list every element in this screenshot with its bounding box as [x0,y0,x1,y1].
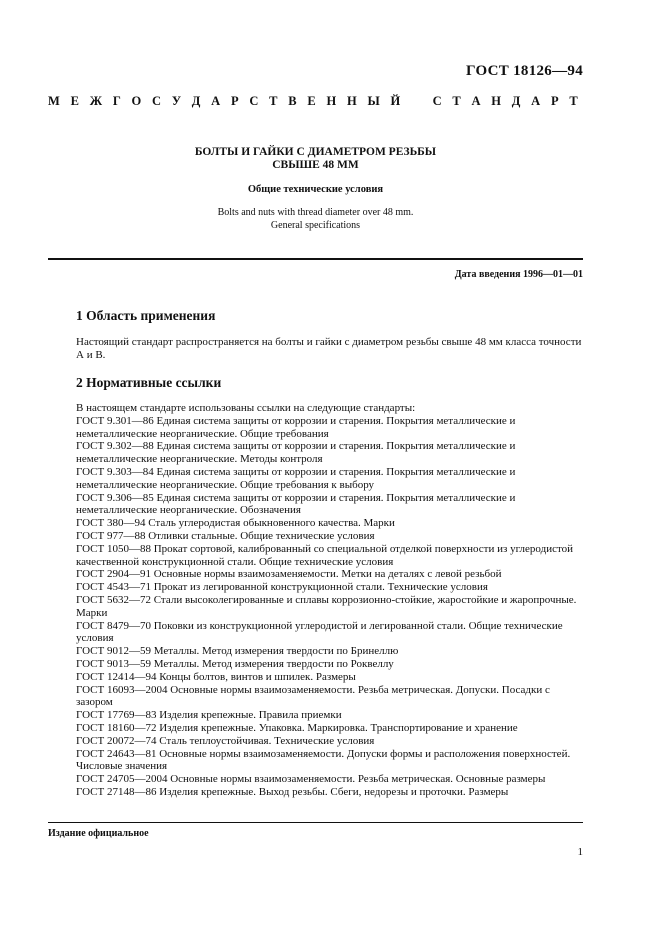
reference-item: ГОСТ 24643—81 Основные нормы взаимозаменяемости. Допуски формы и расположения поверхностей. Числовые значения [76,747,571,773]
english-title-line-1: Bolts and nuts with thread diameter over 48 mm. [217,207,414,218]
footer-divider [48,822,583,823]
references-list [76,402,583,799]
page-number: 1 [577,846,583,858]
introduction-date: Дата введения 1996—01—01 [454,269,583,280]
banner-letter: М [48,94,60,108]
banner-letter: У [171,94,182,108]
banner-letter: Т [452,94,461,108]
document-title [48,146,583,172]
reference-item: ГОСТ 18160—72 Изделия крепежные. Упаковка. Маркировка. Транспортирование и хранение [76,721,518,734]
reference-item: ГОСТ 17769—83 Изделия крепежные. Правила приемки [76,709,342,722]
banner-letter: С [432,94,442,108]
title-line-2: СВЫШЕ 48 ММ [272,159,359,171]
banner-letter: Г [112,94,121,108]
banner-letter: Н [491,94,502,108]
reference-item: ГОСТ 27148—86 Изделия крепежные. Выход резьбы. Сбеги, недорезы и проточки. Размеры [76,785,509,798]
banner-letter: С [249,94,259,108]
reference-item: ГОСТ 9.302—88 Единая система защиты от коррозии и старения. Покрытия металлические и неметаллические неорганические. Методы контроля [76,440,516,466]
banner-letter: Р [550,94,559,108]
banner-letter: Н [326,94,337,108]
reference-item: ГОСТ 12414—94 Концы болтов, винтов и шпилек. Размеры [76,670,356,683]
interstate-standard-banner [48,94,578,109]
reference-item: ГОСТ 20072—74 Сталь теплоустойчивая. Технические условия [76,734,375,747]
standard-number: ГОСТ 18126—94 [465,63,583,79]
reference-item: ГОСТ 8479—70 Поковки из конструкционной углеродистой и легированной стали. Общие технические условия [76,619,563,645]
english-title-line-2: General specifications [270,220,361,231]
banner-letter: Е [307,94,316,108]
reference-item: ГОСТ 16093—2004 Основные нормы взаимозаменяемости. Резьба метрическая. Допуски. Посадки с зазором [76,683,550,709]
reference-item: ГОСТ 9.303—84 Единая система защиты от коррозии и старения. Покрытия металлические и неметаллические неорганические. Общие требования к выбору [76,465,516,491]
official-edition-label: Издание официальное [48,828,149,839]
header-divider [48,258,583,260]
banner-letter: Й [390,94,401,108]
banner-letter: Н [347,94,357,108]
section-1-heading: 1 Область применения [76,308,216,323]
banner-letter: Т [269,94,278,108]
reference-item: ГОСТ 24705—2004 Основные нормы взаимозаменяемости. Резьба метрическая. Основные размеры [76,773,546,786]
banner-letter: Е [70,94,79,108]
banner-letter: О [131,94,142,108]
reference-item: ГОСТ 9.306—85 Единая система защиты от коррозии и старения. Покрытия металлические и неметаллические неорганические. Обозначения [76,491,516,517]
banner-letter: С [152,94,162,108]
reference-item: ГОСТ 1050—88 Прокат сортовой, калиброванный со специальной отделкой поверхности из углеродистой качественной конструкционной стали. Общие технические условия [76,542,574,568]
banner-letter: А [211,94,221,108]
banner-letter: Ы [367,94,380,108]
reference-item: ГОСТ 9.301—86 Единая система защиты от коррозии и старения. Покрытия металлические и неметаллические неорганические. Общие требования [76,414,516,440]
banner-letter: А [531,94,541,108]
references-lead: В настоящем стандарте использованы ссылки на следующие стандарты: [76,402,416,414]
banner-letter: Д [191,94,201,108]
banner-letter: В [288,94,297,108]
reference-item: ГОСТ 5632—72 Стали высоколегированные и сплавы коррозионно-стойкие, жаростойкие и жаропрочные. Марки [76,593,577,619]
title-line-1: БОЛТЫ И ГАЙКИ С ДИАМЕТРОМ РЕЗЬБЫ [194,146,437,158]
banner-letter: Д [511,94,521,108]
banner-letter: Р [230,94,239,108]
section-1-text: Настоящий стандарт распространяется на болты и гайки с диаметром резьбы свыше 48 мм класса точности А и В. [76,336,582,361]
banner-letter: А [471,94,481,108]
banner-letter: Ж [89,94,103,108]
reference-item: ГОСТ 9013—59 Металлы. Метод измерения твердости по Роквеллу [76,657,394,670]
document-subtitle: Общие технические условия [247,184,384,195]
english-title [48,206,583,232]
reference-item: ГОСТ 9012—59 Металлы. Метод измерения твердости по Бринеллю [76,645,399,658]
reference-item: ГОСТ 4543—71 Прокат из легированной конструкционной стали. Технические условия [76,581,488,594]
reference-item: ГОСТ 2904—91 Основные нормы взаимозаменяемости. Метки на деталях с левой резьбой [76,568,502,581]
reference-item: ГОСТ 977—88 Отливки стальные. Общие технические условия [76,529,375,542]
banner-letter: Т [569,94,578,108]
reference-item: ГОСТ 380—94 Сталь углеродистая обыкновенного качества. Марки [76,517,395,530]
section-2-heading: 2 Нормативные ссылки [76,375,222,390]
